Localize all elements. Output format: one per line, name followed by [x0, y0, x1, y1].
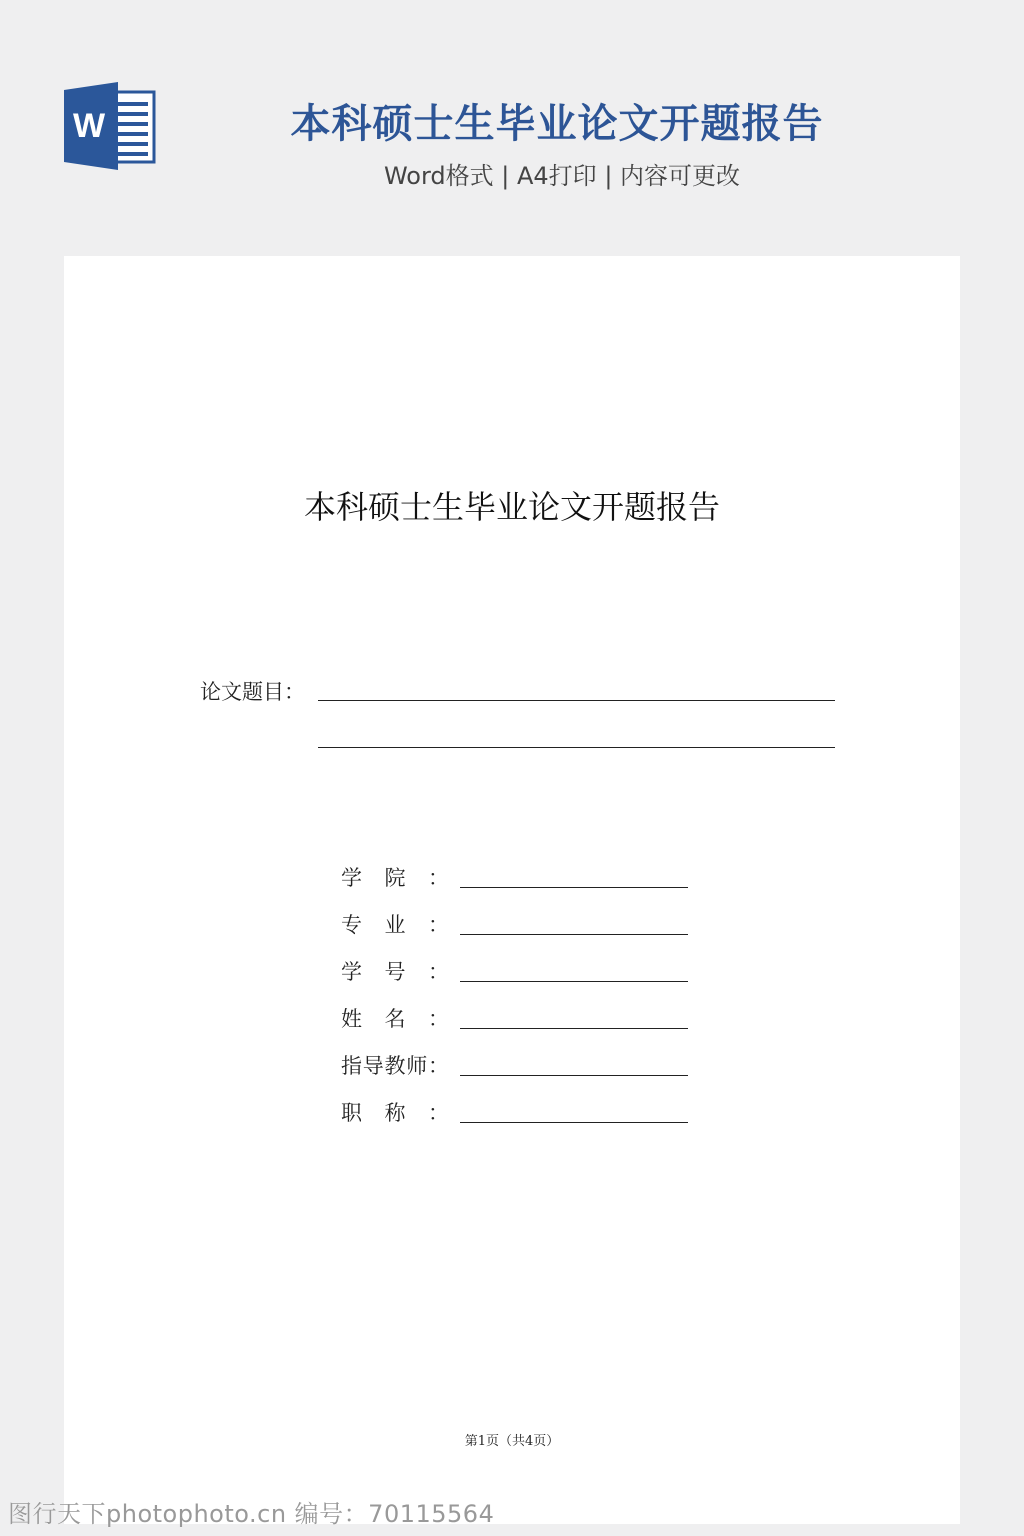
field-label: 专 业 ：	[341, 913, 449, 937]
field-input-line[interactable]	[460, 1028, 688, 1029]
field-input-line[interactable]	[460, 887, 688, 888]
field-label: 学 号 ：	[341, 960, 449, 984]
banner-title: 本科硕士生毕业论文开题报告	[290, 101, 824, 147]
field-input-line[interactable]	[460, 981, 688, 982]
document-page	[64, 256, 960, 1524]
field-label: 学 院 ：	[341, 866, 449, 890]
watermark: 图行天下photophoto.cn 编号：70115564	[8, 1500, 495, 1528]
banner-subtitle: Word格式 | A4打印 | 内容可更改	[383, 162, 741, 190]
thesis-title-label: 论文题目：	[200, 680, 305, 704]
field-label: 指 导 教 师 ：	[341, 1054, 449, 1078]
word-logo-letter: W	[72, 107, 106, 145]
field-input-line[interactable]	[460, 934, 688, 935]
field-label: 职 称 ：	[341, 1101, 449, 1125]
thesis-title-line-2[interactable]	[318, 747, 835, 748]
page-footer: 第1页（共4页）	[464, 1434, 560, 1449]
word-logo-icon	[64, 82, 156, 170]
document-title: 本科硕士生毕业论文开题报告	[303, 488, 720, 526]
thesis-title-line-1[interactable]	[318, 700, 835, 701]
field-label: 姓 名 ：	[341, 1007, 449, 1031]
field-input-line[interactable]	[460, 1075, 688, 1076]
field-input-line[interactable]	[460, 1122, 688, 1123]
